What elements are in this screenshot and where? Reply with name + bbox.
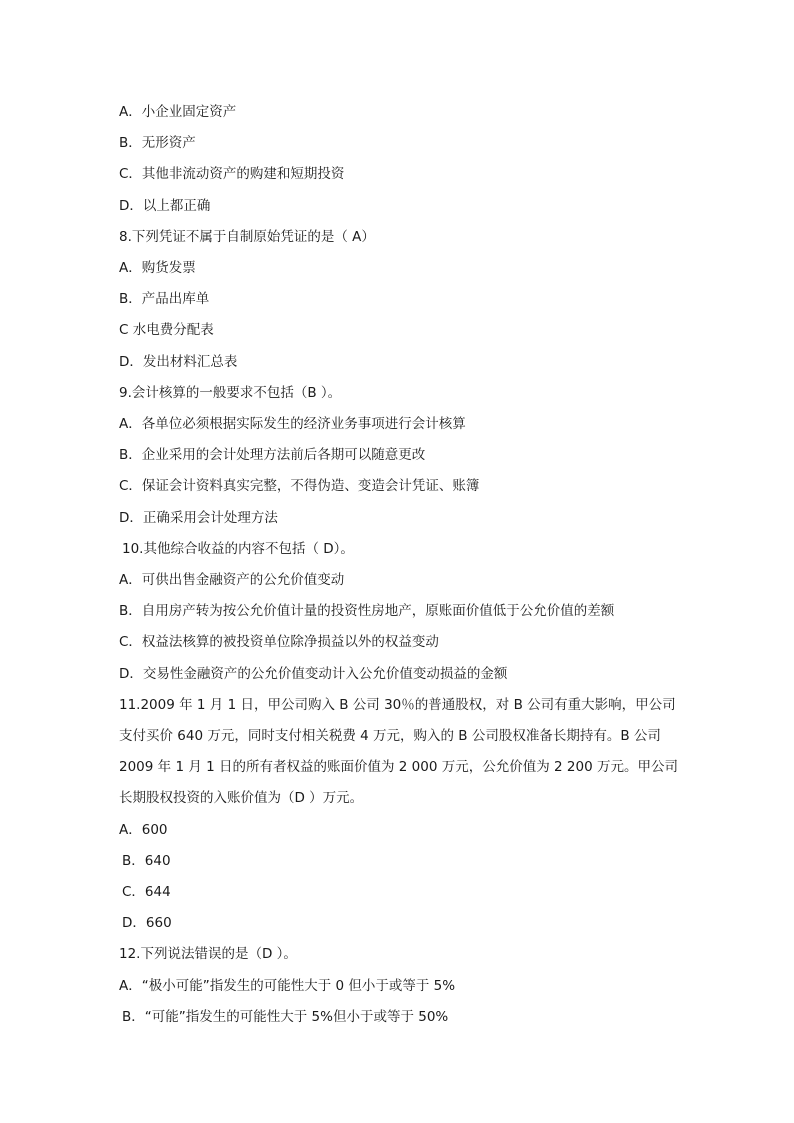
q10-option-b: B．自用房产转为按公允价值计量的投资性房地产，原账面价值低于公允价值的差额 xyxy=(119,603,615,619)
question-11-line-2: 支付买价 640 万元，同时支付相关税费 4 万元，购入的 B 公司股权准备长期持有。B 公司 xyxy=(119,728,661,744)
question-12: 12.下列说法错误的是（D ）。 xyxy=(119,946,297,962)
q11-option-b: B．640 xyxy=(122,853,171,869)
q7-option-b: B．无形资产 xyxy=(119,135,196,151)
q12-option-a: A．“极小可能”指发生的可能性大于 0 但小于或等于 5% xyxy=(119,978,456,994)
q8-option-a: A．购货发票 xyxy=(119,260,196,276)
q10-option-d: D．交易性金融资产的公允价值变动计入公允价值变动损益的金额 xyxy=(119,666,508,682)
question-11-line-3: 2009 年 1 月 1 日的所有者权益的账面价值为 2 000 万元，公允价值为 2 200 万元。甲公司 xyxy=(119,759,678,775)
q9-option-c: C．保证会计资料真实完整，不得伪造、变造会计凭证、账簿 xyxy=(119,478,480,494)
q8-option-b: B．产品出库单 xyxy=(119,291,210,307)
q7-option-a: A．小企业固定资产 xyxy=(119,104,237,120)
q7-option-c: C．其他非流动资产的购建和短期投资 xyxy=(119,166,345,182)
q10-option-c: C．权益法核算的被投资单位除净损益以外的权益变动 xyxy=(119,634,439,650)
q12-option-b: B．“可能”指发生的可能性大于 5%但小于或等于 50% xyxy=(122,1009,449,1025)
question-8: 8.下列凭证不属于自制原始凭证的是（ A） xyxy=(119,229,375,245)
q10-option-a: A．可供出售金融资产的公允价值变动 xyxy=(119,572,345,588)
q9-option-b: B．企业采用的会计处理方法前后各期可以随意更改 xyxy=(119,447,426,463)
q8-option-c: C 水电费分配表 xyxy=(119,322,214,338)
q8-option-d: D．发出材料汇总表 xyxy=(119,354,238,370)
q11-option-c: C．644 xyxy=(122,884,171,900)
q11-option-d: D．660 xyxy=(122,915,172,931)
q9-option-d: D．正确采用会计处理方法 xyxy=(119,510,278,526)
question-9: 9.会计核算的一般要求不包括（B ）。 xyxy=(119,385,342,401)
q9-option-a: A．各单位必须根据实际发生的经济业务事项进行会计核算 xyxy=(119,416,466,432)
question-11-line-4: 长期股权投资的入账价值为（D ）万元。 xyxy=(119,790,364,806)
question-10: 10.其他综合收益的内容不包括（ D）。 xyxy=(122,541,354,557)
q11-option-a: A．600 xyxy=(119,822,168,838)
question-11-line-1: 11.2009 年 1 月 1 日，甲公司购入 B 公司 30％的普通股权，对 B 公司有重大影响，甲公司 xyxy=(119,697,676,713)
q7-option-d: D．以上都正确 xyxy=(119,198,211,214)
